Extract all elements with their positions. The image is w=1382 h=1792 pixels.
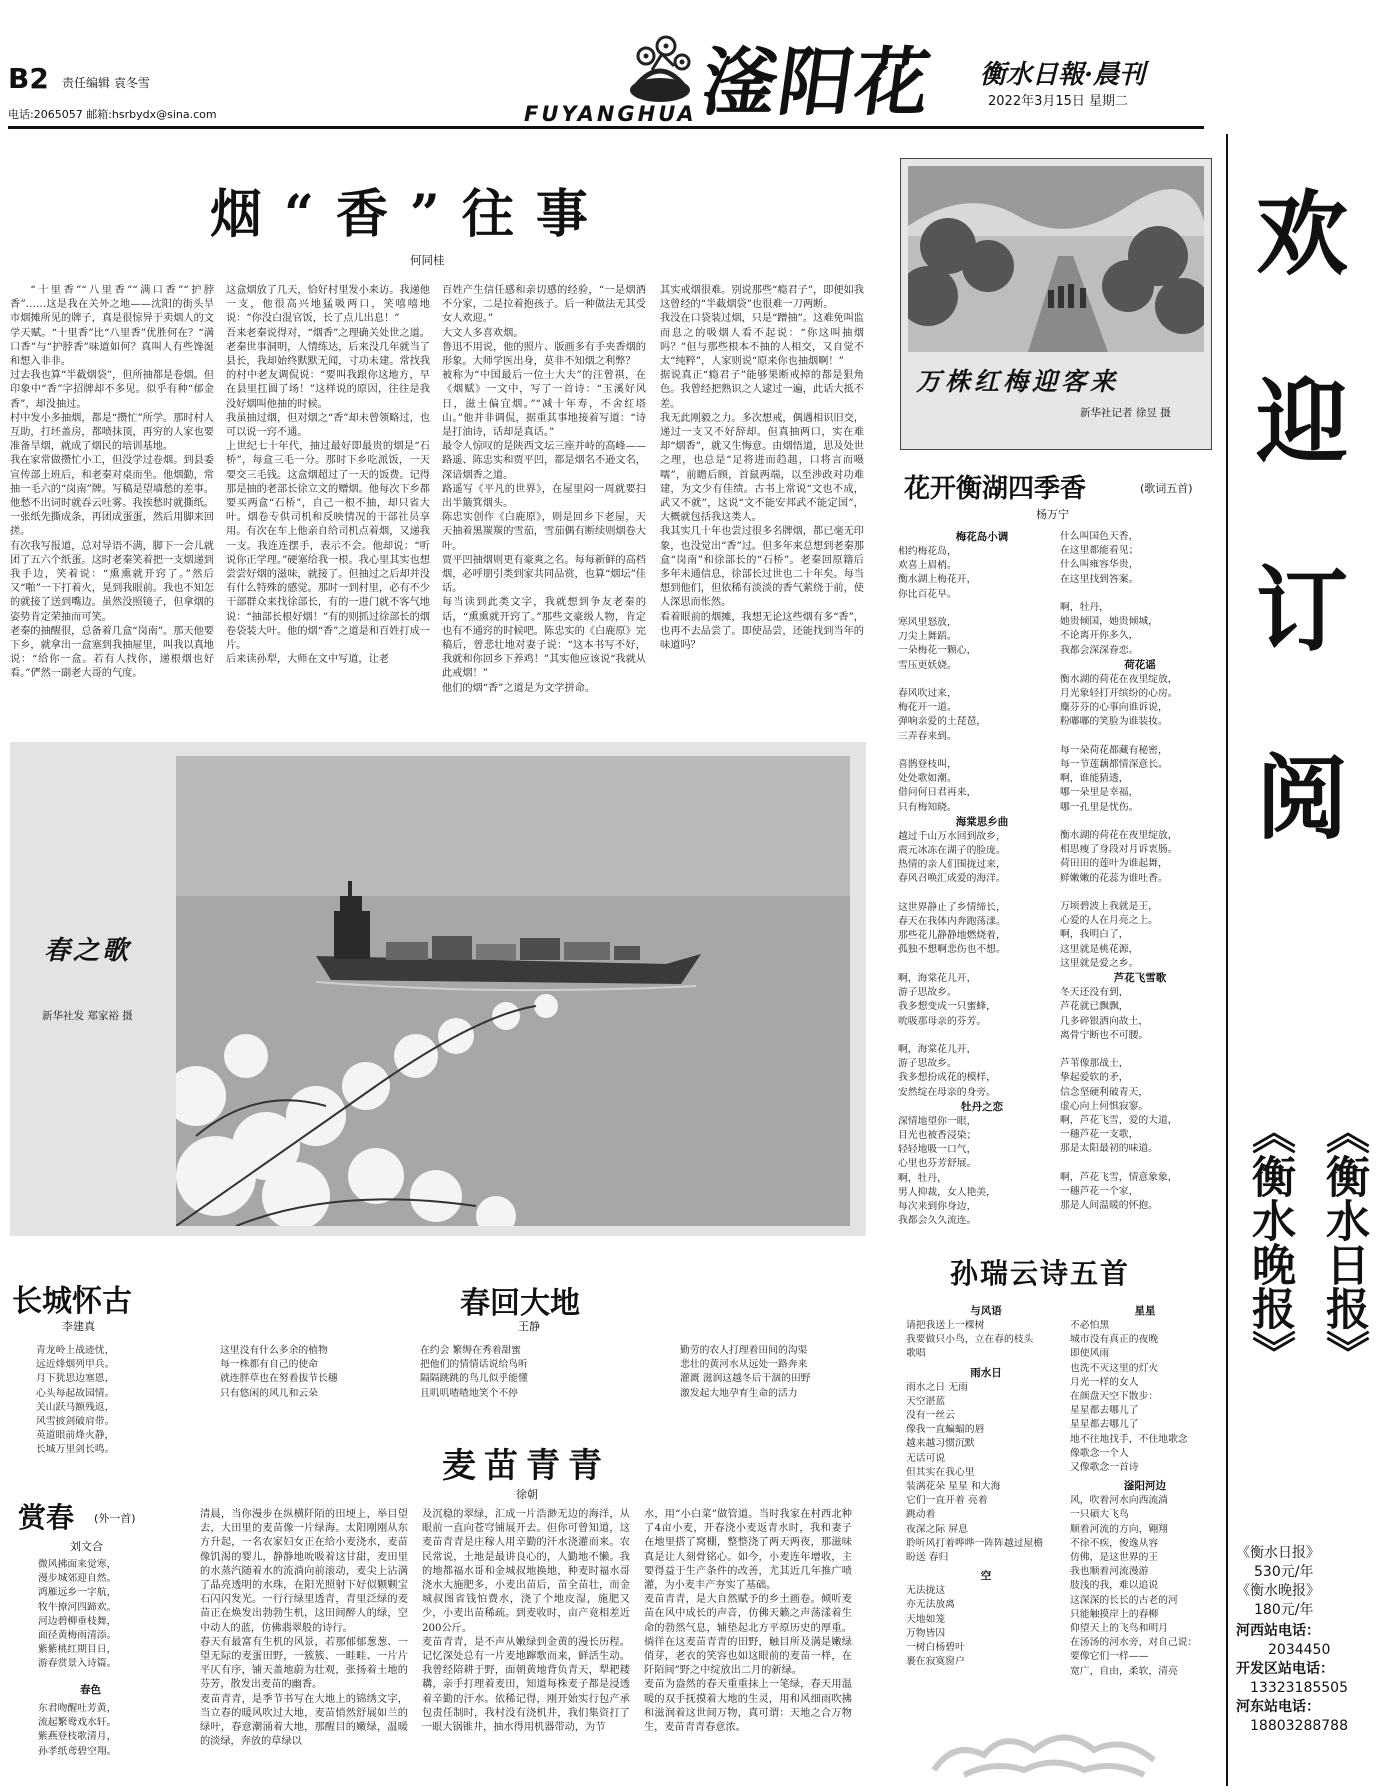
maimiao-column-1: 清晨，当你漫步在纵横阡陌的田埂上，举目望去，大田里的麦苗像一片绿海。太阳刚刚从东方升起，一名农家妇女正在给小麦浇水，麦苗像饥渴的婴儿，静静地吮吸着这甘甜，麦田里的水蒸汽随着水的流淌向前滚动，麦尖上沾满了晶亮透明的水珠，在阳光照射下好似颗颗宝石闪闪发光。一行行绿里透青，青里泛绿的麦苗正在焕发出勃勃生机，这田间醉人的绿，空中动人的蓝，仿佛翡翠般的诗行。 春天有最富有生机的风景，若那郁郁葱葱、一望无际的麦蛋田野，一簇簇、一畦畦、一片片平仄有序，铺天盖地蔚为壮观，张扬着土地的芬芳，散发出麦苗的幽香。 麦苗青青，是季节书写在大地上的锦绣文字，当立春的暖风吹过大地，麦苗悄然舒展如兰的绿叶，春意潮涌着大地，那醒目的嫩绿，温暖的淡绿，奔放的草绿以 (200, 1509, 408, 1748)
subscribe-banner: 欢迎订阅 (1256, 180, 1349, 852)
paper-masthead: 衡水日報·晨刊 (980, 60, 1146, 90)
lyrics-left-column (898, 530, 1066, 1232)
shangchun-sub-heading: 春色 (80, 1684, 101, 1696)
chunhui-author: 王静 (518, 1320, 540, 1333)
lyrics-right-column (1060, 530, 1220, 1232)
poem-verse: 不必怕黑 城市没有真正的夜晚 即使风雨 也洗不灭这里的灯火 月光一样的女人 在颜盘天空下散步： 星星都去哪儿了 星星都去哪儿了 地不往地找手，不住地歌念 像歌念一个人 又像歌念一首诗 (1070, 1320, 1188, 1474)
lyric-verse: 相约梅花岛， 欢喜上眉梢。 衡水湖上梅花开， 你比百花早。 寒风里怒放， 刀尖上舞蹈。 一朵梅花一颗心， 雪压更妖娆。 春风吹过来， 梅花开一道。 弹响亲爱的土琵琶， 三弄春来到。 喜鹊登枝叫， 处处歌如潮。 借问何日君再来， 只有梅知晓。 (898, 546, 987, 813)
issue-date: 2022年3月15日 星期二 (988, 94, 1129, 109)
page-number: B2 (8, 62, 49, 95)
station-phone-hedong: 18803288788 (1250, 1718, 1348, 1734)
cloud-ornament (924, 1720, 1174, 1780)
station-label-hedong: 河东站电话： (1236, 1699, 1320, 1715)
article-column-1: “十里香”“八里香”“满口香”“护脖香”……这是我在关外之地——沈阳的街头旱市烟摊所见的牌子，真是很惊异于卖烟人的文学天赋。“十里香”比“八里香”优胜何在？“满口香”与“护脖香”味道如何？真叫人有些馋涎和想入非非。 过去我也算“半截烟袋”，但所抽都是卷烟。但印象中“香”字招牌却不多见。似乎有种“郁金香”，却没抽过。 村中发小多抽烟，都是“攒忙”所学。那时村人互助，打坯盖房，都喷抹顶，再穷的人家也要准备旱烟，就成了烟民的培训基地。 我在家常做攒忙小工，但没学过卷烟。到县委宣传部上班后，和老秦对桌而坐。他烟勤，常抽一毛六的“岗南”牌。写稿是望墙愁的差事。他愁不出词时就吞云吐雾。我挨愁时就撕纸。一张纸先撕成条，再团成蛋蛋，然后用脚来回搓。 有次我写报道，总对导语不满，脚下一会儿就团了五六个纸蛋。这时老秦笑着把一支烟递到我手边，笑着说：“熏熏就开窍了。”然后又“啪”一下打着火，晃到我眼前。我也不知怎的就接了送到嘴边。虽然没照镜子，但拿烟的姿势肯定荣抽而可笑。 老秦的抽醒很，总备着几盒“岗南”。那天他要下乡，就拿出一盒塞到我抽屉里，叫我以真地说：“给你一盒。若有人找你，递根烟也好看。”俨然一副老大哥的气度。 (10, 285, 214, 680)
plum-photo-credit: 新华社记者 徐昱 摄 (1080, 407, 1171, 419)
lyric-verse: 冬天还没有到， 芦花就已飘飘， 几多碎银洒向故土， 离骨宁断也不可腰。 芦苇像那战士， 挚起爱软的矛， 信念坚硬利破青天， 虚心向上何惧寂寥。 啊，芦花飞雪，爱的大道， 一穗芦花一支歌， 那是太阳最初的味道。 啊，芦花飞雪，情意象象， 一穗芦花一个家， 那是人间温暖的怀抱。 (1060, 987, 1178, 1212)
river-photo-caption: 春之歌 (44, 936, 132, 966)
lyrics-subtitle: (歌词五首) (1140, 482, 1193, 495)
changcheng-verse-2: 这里没有什么多余的植物 每一株都有自己的使命 就连胖草也在努着拔节长穗 只有悠闲的风儿和云朵 (220, 1345, 338, 1399)
maimiao-column-3: 水，用“小白菜”做管道。当时我家在村西北种了4亩小麦，开春浇小麦返青水时，我和妻子在地里搭了窝棚，整整浇了两天两夜，那滋味真是让人刻骨铭心。如今，小麦连年增收，主要得益于生产条件的改善，尤其近几年推广喷灌，为小麦丰产夯实了基础。 麦苗青青，是大自然赋予的乡土画卷。倾听麦苗在风中成长的声音，仿佛天籁之声荡漾着生命的勃然气息，辅垫起北方平原历史的厚重。徜徉在这麦苗青青的田野，触目所及满是嫩绿俏芽，老衣的笑容也如这眼前的麦苗一样，在阡陌间”野之中绽放出二月的新绿。 麦苗为盎然的春天重重抹上一笔绿，春天用温暖的双手抚摸着大地的生灵，用和风细雨吹拂和滋润着这世间万物，真可谓：天地之合万物生，麦苗青青春意浓。 (644, 1509, 852, 1734)
shangchun-verse-2: 东君吻醒吐芳黄， 流起繁鸯戏水轩。 紫燕登枝歌清月， 孙孝纸鸢碧空翔。 (38, 1703, 117, 1757)
changcheng-verse-1: 青龙岭上战迹忧， 远近烽烟列甲兵。 月下犹思边塞恩， 心头每起故园情。 关山跃马额残返， 风雪披剑破肩带。 英道眼前烽火静， 长城万里剑长鸣。 (36, 1345, 115, 1456)
shangchun-verse-1: 微风拂面来觉寒， 漫步城郊迎自然。 鸿雁远乡一字航， 牧牛撩河四蹄欢。 河边碧柳垂枝舞， 面径黄梅雨清添。 紫紫桃红期目日， 游春赏景入诗篇。 (38, 1559, 117, 1670)
maimiao-title: 麦苗青青 (442, 1446, 610, 1486)
shangchun-subtitle: (外一首) (94, 1512, 136, 1525)
article-column-4: 其实戒烟很难。别说那些“瘾君子”，即便如我这曾经的“半截烟袋”也很难一刀两断。 我没在口袋装过烟，只是“蹭抽”。这难免叫监而息之的吸烟人看不起说：“你这叫抽烟吗？”但与那些根本不抽的人相交，又自觉不太“纯粹”，人家则说“原来你也抽烟啊！” 据说真正“瘾君子”能够果断戒掉的都是狠角色。我曾经把熟识之人逮过一遍，此话大抵不差。 我无此刚毅之力。多次想戒，偶遇相识旧交，递过一支又不好辞却。但真抽两口，实在难却“烟香”，就又生悔意。由烟悟道，思及处世之理，也总是“足将进而趋趄，口将言而嗫嚅”，前瞻后顾，首鼠两端，以至涉政对功难建，为文少有佳绩。古书上常说“文也不成，武又不就”，这说“文不能安邦武不能定国”，大概就包括我这类人。 我其实几十年也尝过很多名牌烟，都已毫无印象，也没觉出“香”过。但多年来总想到老秦那盒“岗南”和徐部长的“石桥”。老秦回原籍后多年未通信息，徐部长过世也二十年矣。每当想到他们，但依稀有淡淡的香气萦绕于前，使人深思而怅然。 看着眼前的烟摊，我想无论这些烟有多“香”，也再不去品尝了。即使品尝，还能找到当年的味道吗？ (660, 285, 864, 652)
section-pinyin: FUYANGHUA (524, 102, 697, 126)
lyric-verse: 衡水湖的荷花在夜里绽放， 月光象轻打开缤纷的心房。 麋芬芬的心事向谁诉说， 粉嘟嘟的笑脸为谁装妆。 每一朵荷花都藏有秘密， 每一节莲藕都情深意长。 啊，谁能猜透， 哪一朵里是幸福， 哪一孔里是忧伤。 衡水湖的荷花在夜里绽放， 相思瘦了身段对月诉衷肠。 荷田田的莲叶为谁起舞， 鲜嫩嫩的花蕊为谁吐香。 万顷碧波上我就是王， 心爱的人在月亮之上。 啊，我明白了， 这里就是桃花源， 这里就是爱之乡。 (1060, 673, 1178, 969)
poem-heading: 空 (980, 1570, 992, 1583)
changcheng-author: 李建真 (62, 1320, 95, 1333)
lyrics-author: 杨万宁 (1036, 508, 1069, 521)
poem-verse: 雨水之日 无雨 天空湛蓝 没有一丝云 像我一直蝙蝠的唇 越来越习惯沉默 无话可说 但其实在我心里 装满花朵 星星 和大海 它们一直开着 亮着 跳动着 夜深之际 屏息 聆听风打着哗哗一阵阵越过屋檐 盼送 春归 (906, 1381, 1044, 1564)
sun-poems-left (906, 1304, 1066, 1774)
paper-name-daily: 《衡水日报》 (1318, 1110, 1369, 1374)
price-label-evening: 《衡水晚报》 (1236, 1583, 1320, 1599)
plum-photo-caption: 万株红梅迎客来 (916, 367, 1120, 396)
subscribe-prices (1236, 1544, 1380, 1736)
station-label-kaifaqu: 开发区站电话： (1236, 1661, 1334, 1677)
price-daily: 530元/年 (1254, 1564, 1314, 1580)
poem-verse: 无法拢这 亦无法放离 天地如笼 万物皆囚 一树白杨碧叶 裹在寂寞窗户 (906, 1585, 965, 1668)
shangchun-title: 赏春 (18, 1501, 75, 1534)
price-label-daily: 《衡水日报》 (1236, 1545, 1320, 1561)
poem-heading: 雨水日 (970, 1366, 1002, 1379)
poem-heading: 与风语 (970, 1305, 1002, 1317)
river-photo (176, 756, 850, 1226)
flower-logo-icon (616, 26, 704, 110)
plum-photo (908, 166, 1204, 352)
chunhui-title: 春回大地 (460, 1286, 580, 1321)
article-author: 何同桂 (410, 253, 445, 267)
maimiao-author: 徐朝 (516, 1488, 538, 1501)
contact-line: 电话:2065057 邮箱:hsrbydx@sina.com (8, 108, 217, 121)
river-photo-credit: 新华社发 郑家裕 摄 (42, 1010, 133, 1022)
chunhui-verse-1: 在约会 繁缛在秀着甜蜜 把他们的情情话说给鸟听 隔隔跳跳的鸟儿似乎能懂 且叽叽喳喳地笑个不停 (420, 1345, 528, 1399)
station-phone-hexi: 2034450 (1268, 1642, 1331, 1658)
sun-poems-right (1070, 1304, 1220, 1744)
lyric-heading: 牡丹之恋 (961, 1100, 1003, 1113)
lyric-heading: 海棠思乡曲 (955, 815, 1009, 828)
header-rule (8, 126, 1204, 129)
editor-line: 责任编辑 袁冬雪 (62, 76, 150, 90)
lyric-verse: 越过千山万水回到故乡， 震元冰冻在湖子的脸庞。 热情的亲人们围拢过来， 春风召唤汇成爱的海洋。 这世界静止了乡情缔长， 春天在我体内奔跑荡漾。 那些花儿静静地燃烧着， 孤独不想啊悲伤也不想。 啊，海棠花儿开， 游子思故乡。 我多想变成一只蜜蜂， 吮吸那母亲的芬芳。 啊，海棠花儿开， 游子思故乡。 我多想扮成花的模样， 安然绽在母亲的身旁。 (898, 830, 1006, 1098)
article-column-3: 百姓产生信任感和亲切感的经验，“一是烟酒不分家，二是拉着抱孩子。后一种做法无其受女人欢迎。” 大文人多喜欢烟。 鲁迅不用说，他的照片、版画多有手夹香烟的形象。大师学医出身，莫非不知烟之利弊？ 被称为“中国最后一位士大夫”的汪曾祺，在《烟赋》一文中，写了一首诗：“玉溪好风日，滋土偏宜烟。”“减十年寿，不舍红塔山。”他并非调侃，据重其事地接着写道：“诗是打油诗，话却是真话。” 最令人惊叹的是陕西文坛三座并峙的高峰——路遥、陈忠实和贾平凹，都是烟名不逊文名，深谙烟香之道。 路遥写《平凡的世界》，在屋里闷一周就要扫出半簸箕烟头。 陈忠实创作《白鹿原》，则是回乡下老屋，天天抽着黑羰羰的雪茄，雪茄偶有断续则烟卷大叶。 贾平凹抽烟则更有豪爽之名。每每新鲜的高档烟，必呼朋引类到家共同品赏，也算“烟坛”佳话。 每当读到此类文字，我就想到争友老秦的话，“熏熏就开窍了。”那些文豪级人物，肯定也有不通窍的时候吧。陈忠实的《白鹿原》完稿后，曾悲壮地对妻子说：“这本书写不好，我就和你回乡下养鸡！”其实他应该说“我就从此戒烟！” 他们的烟“香”之道是为文学拼命。 (442, 285, 646, 694)
price-evening: 180元/年 (1254, 1602, 1314, 1618)
poem-heading: 星星 (1134, 1305, 1156, 1317)
paper-name-evening: 《衡水晚报》 (1244, 1110, 1295, 1374)
chunhui-verse-2: 勤劳的农人打理着田间的沟渠 悲壮的黄河水从远处一路奔来 灌溉 滋润这越冬后干涸的田野 激发起大地孕育生命的活力 (680, 1345, 811, 1399)
poem-heading: 滏阳河边 (1124, 1480, 1166, 1493)
maimiao-column-2: 及沉稳的翠绿，汇成一片浩渺无边的海洋，从眼前一直向苍穹铺展开去。但你可曾知道，这麦苗青青是庄稼人用辛勤的汗水浇灌而来。农民常说，土地是最讲良心的，人勤地不懒。我的地都福水哥和金城叔地换地，种麦时福水哥浇水大施肥多，小麦出苗后，苗全苗壮，而金城叔图省钱怕费水，浇了个地皮湿，施肥又少，小麦出苗稀疏。到麦收时，亩产竟相差近200公斤。 麦苗青青，是不声从嫩绿到金黄的漫长历程。记忆深处总有一片麦地蹿歌而来，鲜活生动。我曾经陪耕于野，面朝黄地背负青天，犁耙耧耩，亲手打理着麦田，知道每株麦子都是浸透着辛勤的汗水。依稀记得，刚开始实行包产承包责任制时，我村没有浇机井，我们集资打了一眼大锅锥井，抽水得用机器带动，为节 (422, 1509, 630, 1734)
article-title: 烟“香”往事 (210, 184, 610, 245)
lyrics-title: 花开衡湖四季香 (904, 474, 1087, 504)
lyric-heading: 芦花飞雪歌 (1113, 972, 1167, 985)
changcheng-title: 长城怀古 (12, 1284, 132, 1319)
sun-poems-title: 孙瑞云诗五首 (950, 1257, 1131, 1290)
shangchun-author: 刘文合 (70, 1540, 103, 1553)
article-column-2: 这盒烟放了几天，恰好村里发小来访。我递他一支，他很高兴地猛吸两口，笑嘻嘻地说：“你没白混官饭，长了点儿出息！” 吾来老秦说得对，“烟香”之理确关处世之道。老秦世事洞明，人情练达，后来没几年就当了县长，我却始终默默无闻，寸功未建。常找我的村中老友调侃说：“要叫我跟你这地方，早在县里扛圆了场！”这样说的原因，往往是我没好烟叫他抽的时候。 我虽抽过烟，但对烟之“香”却未曾领略过，也可以说一窍不通。 上世纪七十年代，抽过最好即最贵的烟是“石桥”，每盒三毛一分。那时下乡吃派饭，一天要交三毛钱。这盒烟超过了一天的饭费。记得那是抽的老部长徐立文的赠烟。他每次下乡都要买两盒“石桥”，自己一根不抽，却只省大叶。烟卷专供司机和反映情况的干部社员享用。有次在车上他亲自给司机点着烟，又递我一支。我连连摆手，表示不会。他却说：“听说你正学理。”硬塞给我一根。我心里其实也想尝尝好烟的滋味，就接了。但抽过之后却并没有什么特殊的感觉。那时一到村里，必有不少干部群众来找徐部长，有的一进门就不客气地说：“抽部长根好烟！”有的则抓过徐部长的烟卷袋装大叶。他的烟“香”之道是和百姓打成一片。 后来读孙犁，大师在文中写道，让老 (226, 285, 430, 666)
lyric-verse: 深情地望你一眼， 目光也被香浸染； 轻轻地吸一口气， 心里也芬芳舒展。 啊，牡丹， 男人抑裁，女人艳美， 每次来到你身边， 我都会久久流连。 (898, 1115, 996, 1227)
sidebar-rule (1226, 134, 1228, 1786)
lyric-verse: 什么叫国色天香， 在这里都能看见； 什么叫雍容华贵， 在这里找到答案。 啊，牡丹， 她贵倾国，她贵倾城， 不论离开你多久， 我都会深深眷恋。 (1060, 531, 1158, 656)
station-label-hexi: 河西站电话： (1236, 1623, 1320, 1639)
section-title: 滏阳花 (697, 40, 938, 126)
lyric-heading: 梅花岛小调 (955, 531, 1009, 543)
poem-verse: 请把我送上一棵树 我要做只小鸟，立在春的枝头 歌唱 (906, 1320, 1034, 1360)
station-phone-kaifaqu: 13323185505 (1250, 1680, 1348, 1696)
lyric-heading: 荷花谣 (1124, 658, 1156, 671)
poem-verse: 风，吹着河水向西流淌 一只碩大飞鸟 顺着河流的方向，翱翔 不徐不疾，俊逸从容 仿佛，是这世界的王 我也顺着河流漫游 肢浅的我，难以追说 这深深的长长的古老的河 只能触摸岸上的春柳 仰望天上的飞鸟和明月 在汤汤的河水旁，对自己说： 要像它们一样—— 宽广，自由，柔软，清亮 (1070, 1495, 1198, 1677)
